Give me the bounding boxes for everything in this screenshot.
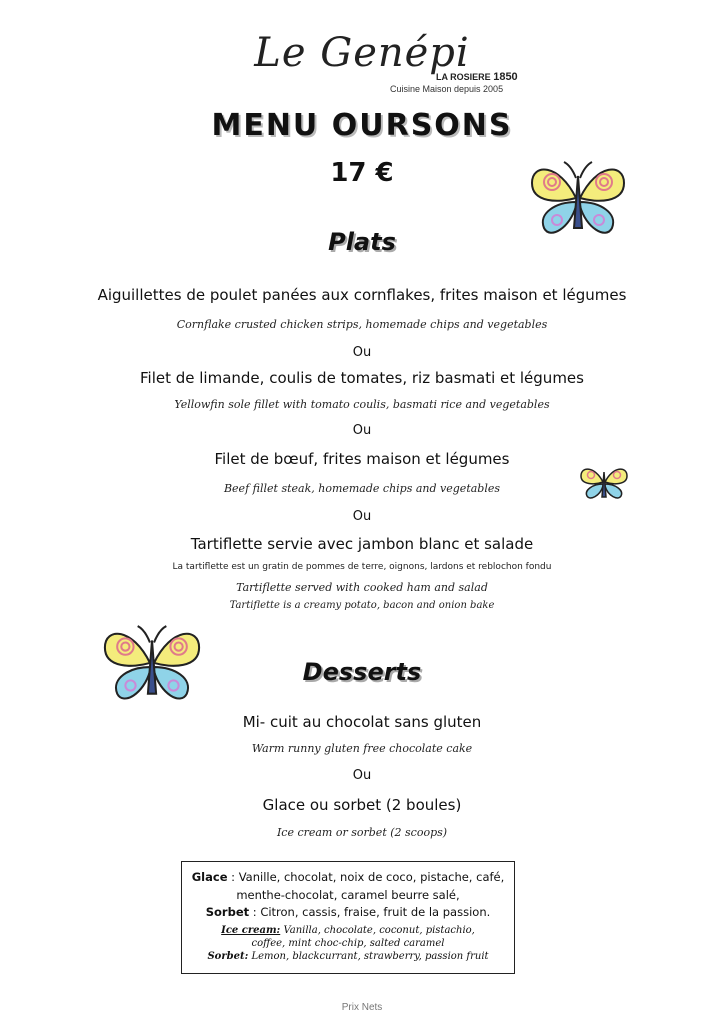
- dessert-title: Mi- cuit au chocolat sans gluten: [242, 713, 482, 731]
- butterfly-small-icon: [578, 464, 630, 502]
- sorbet-list: Citron, cassis, fraise, fruit de la passion.: [260, 905, 491, 919]
- separator-ou: Ou: [352, 423, 372, 438]
- menu-price: 17 €: [330, 158, 394, 188]
- dish-description-en: Tartiflette is a creamy potato, bacon and onion bake: [229, 600, 495, 611]
- flavours-box: [181, 861, 515, 974]
- footer-note: Prix Nets: [341, 1002, 383, 1013]
- dish-title: Filet de limande, coulis de tomates, riz basmati et légumes: [140, 369, 584, 387]
- section-heading-desserts: Desserts: [302, 658, 422, 686]
- icecream-line-1: [182, 925, 514, 936]
- separator-ou: Ou: [352, 509, 372, 524]
- glace-line-2: menthe-chocolat, caramel beurre salé,: [236, 888, 460, 902]
- sorbet-en-list: Lemon, blackcurrant, strawberry, passion fruit: [251, 951, 489, 962]
- dish-translation: Beef fillet steak, homemade chips and vegetables: [223, 482, 501, 495]
- location-text: LA ROSIERE: [436, 72, 491, 82]
- sorbet-label: Sorbet: [205, 905, 250, 919]
- dish-title: Filet de bœuf, frites maison et légumes: [214, 450, 510, 468]
- icecream-list-1: Vanilla, chocolate, coconut, pistachio,: [283, 925, 475, 936]
- separator-ou: Ou: [352, 768, 372, 783]
- dessert-translation: Ice cream or sorbet (2 scoops): [276, 826, 448, 839]
- logo-tagline: Cuisine Maison depuis 2005: [390, 84, 504, 94]
- dessert-translation: Warm runny gluten free chocolate cake: [251, 742, 473, 755]
- glace-list-1: Vanille, chocolat, noix de coco, pistache, café,: [238, 870, 505, 884]
- section-heading-plats: Plats: [328, 228, 396, 256]
- icecream-line-2: coffee, mint choc-chip, salted caramel: [251, 938, 445, 949]
- dessert-title: Glace ou sorbet (2 boules): [262, 796, 462, 814]
- dish-translation: Cornflake crusted chicken strips, homemade chips and vegetables: [176, 318, 548, 331]
- sorbet-en-label: Sorbet:: [207, 951, 249, 962]
- dish-title: Tartiflette servie avec jambon blanc et salade: [190, 535, 534, 553]
- icecream-label: Ice cream:: [221, 925, 281, 936]
- restaurant-logo: [0, 30, 724, 76]
- glace-line-1: Glace : Vanille, chocolat, noix de coco, pistache, café,: [191, 870, 505, 884]
- sorbet-line: Sorbet : Citron, cassis, fraise, fruit de la passion.: [205, 905, 491, 919]
- location-year: 1850: [493, 71, 518, 83]
- dish-description: La tartiflette est un gratin de pommes de terre, oignons, lardons et reblochon fondu: [172, 562, 552, 572]
- glace-label: Glace: [191, 870, 228, 884]
- sorbet-en-line: [182, 951, 514, 962]
- dish-translation: Tartiflette served with cooked ham and salad: [236, 581, 488, 594]
- logo-text: Le Genépi: [254, 30, 470, 76]
- dish-translation: Yellowfin sole fillet with tomato coulis, basmati rice and vegetables: [174, 398, 550, 411]
- logo-location: [436, 71, 518, 83]
- separator-ou: Ou: [352, 345, 372, 360]
- menu-title: MENU OURSONS: [211, 108, 513, 143]
- dish-title: Aiguillettes de poulet panées aux cornflakes, frites maison et légumes: [97, 286, 627, 304]
